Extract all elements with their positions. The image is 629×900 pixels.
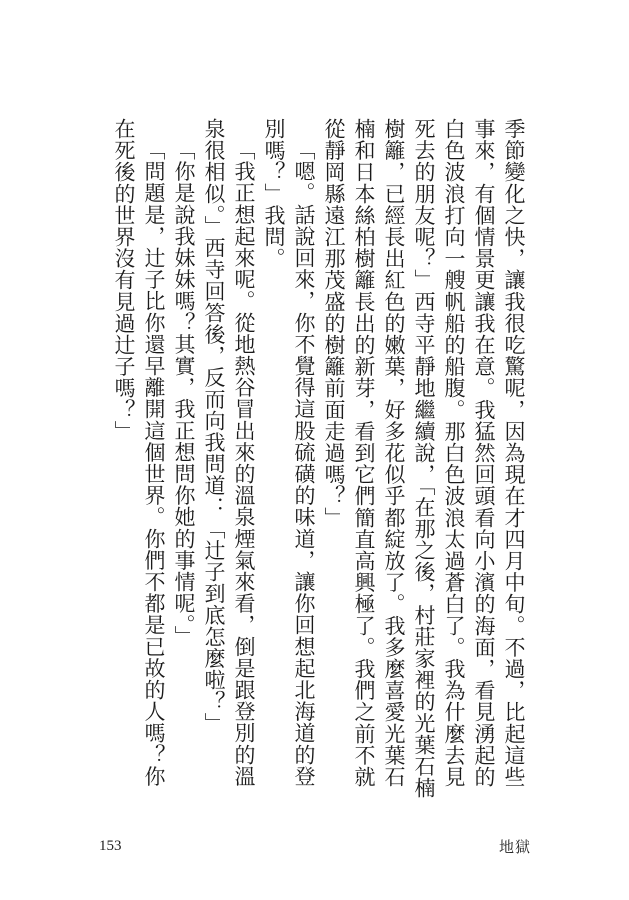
page-number: 153: [99, 838, 122, 854]
paragraph-4: 「你是說我妹妹嗎？其實，我正想問你她的事情呢。」: [172, 139, 196, 647]
paragraph-2: 「嗯。話說回來，你不覺得這股硫磺的味道，讓你回想起北海道的登別嗎？」我問。: [262, 118, 316, 787]
paragraph-1: 季節變化之快，讓我很吃驚呢，因為現在才四月中旬。不過，比起這些事來，有個情景更讓我在意。我猛然回頭看向小濱的海面，看見湧起的白色波浪打向一艘帆船的船腹。那白色波浪太過蒼白了。我為什麼去見死去的朋友呢？」西寺平靜地繼續說，「在那之後，村莊家裡的光葉石楠樹籬，已經長出紅色的嫩葉，好多花似乎都綻放了。我多麼喜愛光葉石楠和日本絲柏樹籬長出的新芽，看到它們簡直高興極了。我們之前不就從靜岡縣遠江那茂盛的樹籬前面走過嗎？」: [322, 118, 526, 799]
running-title: 地獄: [498, 838, 531, 856]
paragraph-5: 「問題是，辻子比你還早離開這個世界。你們不都是已故的人嗎？你在死後的世界沒有見過辻子嗎？」: [112, 118, 166, 787]
vertical-body-text: [89, 118, 529, 808]
paragraph-3: 「我正想起來呢。從地熱谷冒出來的溫泉煙氣來看，倒是跟登別的溫泉很相似。」西寺回答後，反而向我問道：「辻子到底怎麼啦？」: [202, 118, 256, 787]
